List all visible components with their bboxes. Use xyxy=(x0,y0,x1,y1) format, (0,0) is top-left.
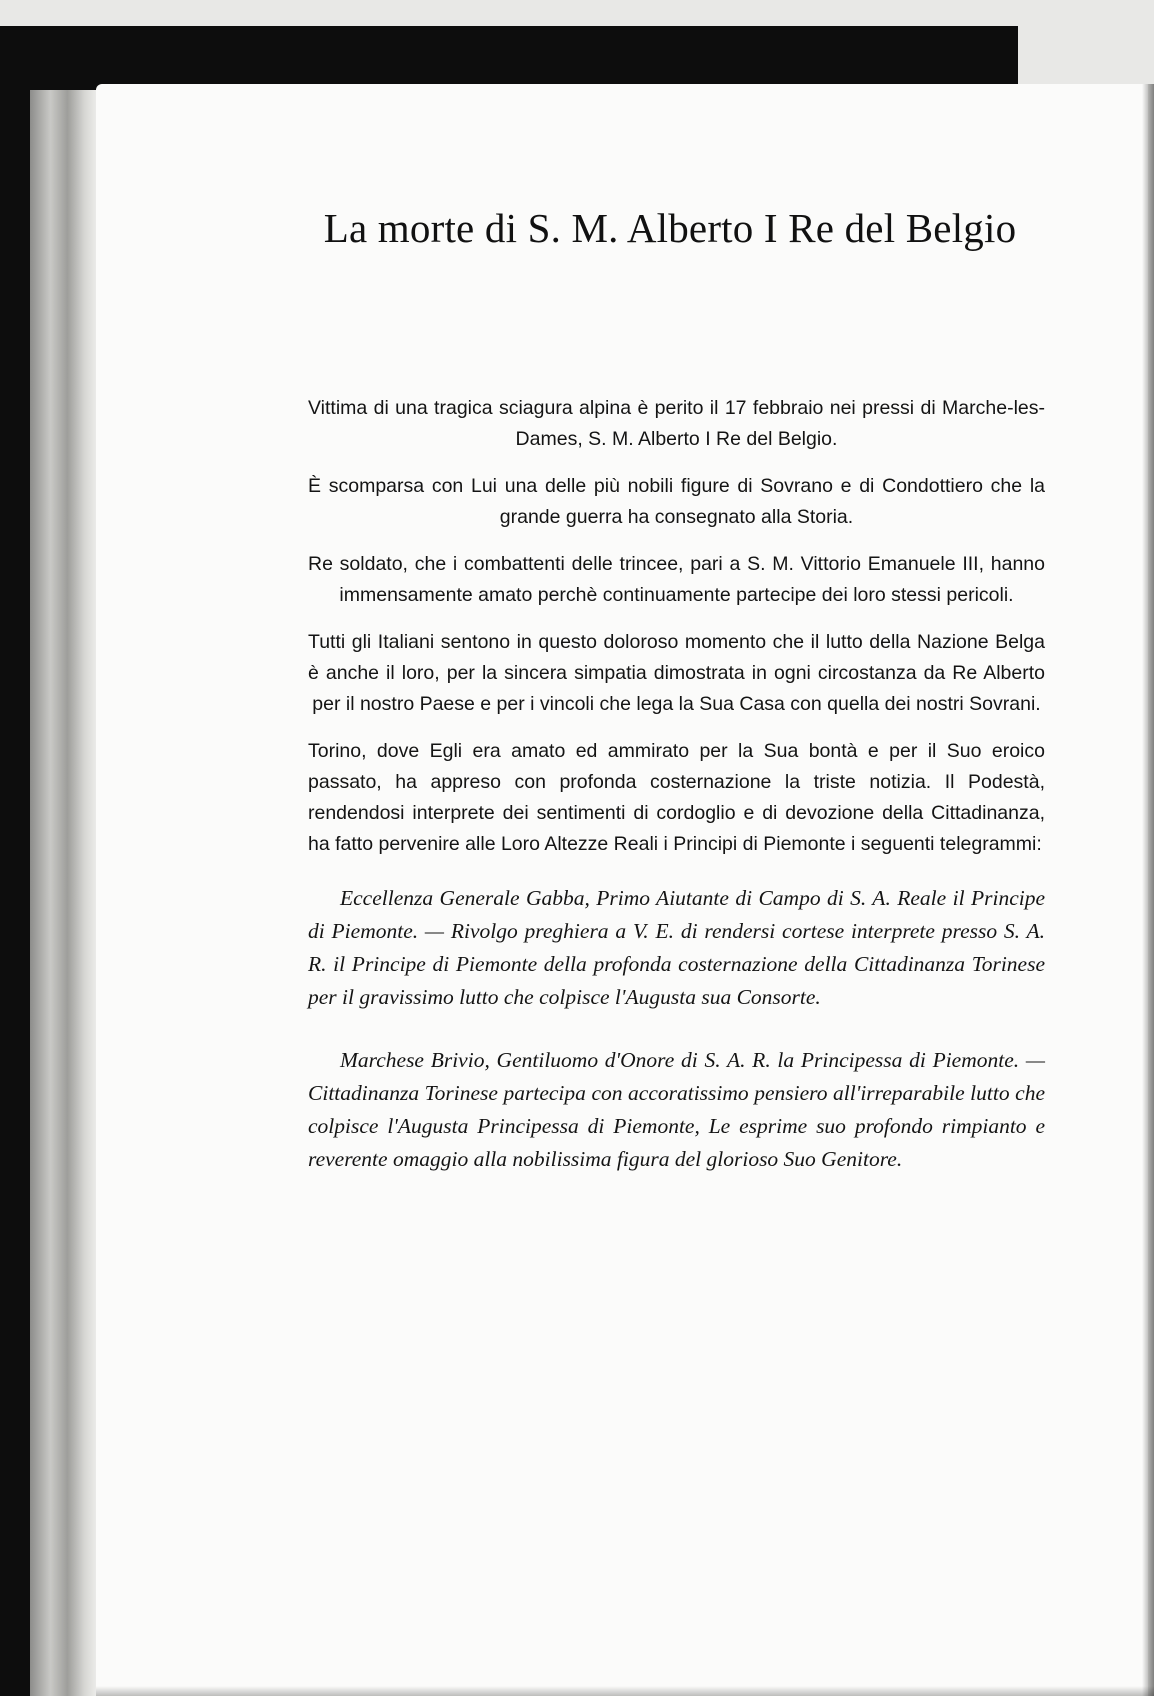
paragraph: È scomparsa con Lui una delle più nobili figure di Sovrano e di Condottiero che la grande guerra ha consegnato alla Storia. xyxy=(308,475,1045,528)
page-edge-shadow xyxy=(1142,84,1154,1696)
page-title: La morte di S. M. Alberto I Re del Belgio xyxy=(323,205,1017,251)
paragraph: Torino, dove Egli era amato ed ammirato per la Sua bontà e per il Suo eroico passato, ha appreso con profonda costernazione la triste notizia. Il Podestà, rendendosi interprete dei sentimenti di cordoglio e di devozione della Cittadinanza, ha fatto pervenire alle Loro Altezze Reali i Principi di Piemonte i seguenti telegrammi: xyxy=(308,740,1045,855)
telegram: Eccellenza Generale Gabba, Primo Aiutante di Campo di S. A. Reale il Principe di Piemonte. — Rivolgo preghiera a V. E. di rendersi cortese interprete presso S. A. R. il Principe di Piemonte della profonda costernazione della Cittadinanza Torinese per il gravissimo lutto che colpisce l'Augusta sua Consorte. xyxy=(308,886,1045,1009)
paragraph: Vittima di una tragica sciagura alpina è perito il 17 febbraio nei pressi di Marche-les-Dames, S. M. Alberto I Re del Belgio. xyxy=(308,397,1045,450)
page-bottom-shadow xyxy=(96,1686,1154,1696)
paragraph: Tutti gli Italiani sentono in questo doloroso momento che il lutto della Nazione Belga è anche il loro, per la sincera simpatia dimostrata in ogni circostanza da Re Alberto per il nostro Paese e per i vincoli che lega la Sua Casa con quella dei nostri Sovrani. xyxy=(308,631,1045,715)
book-spine xyxy=(30,90,98,1696)
article-body xyxy=(308,393,1045,1206)
paragraph: Re soldato, che i combattenti delle trincee, pari a S. M. Vittorio Emanuele III, hanno immensamente amato perchè continuamente partecipe dei loro stessi pericoli. xyxy=(308,553,1045,606)
scan-border-left xyxy=(0,26,30,1696)
telegram: Marchese Brivio, Gentiluomo d'Onore di S. A. R. la Principessa di Piemonte. — Cittadinanza Torinese partecipa con accoratissimo pensiero all'irreparabile lutto che colpisce l'Augusta Principessa di Piemonte, Le esprime suo profondo rimpianto e reverente omaggio alla nobilissima figura del glorioso Suo Genitore. xyxy=(308,1048,1045,1171)
